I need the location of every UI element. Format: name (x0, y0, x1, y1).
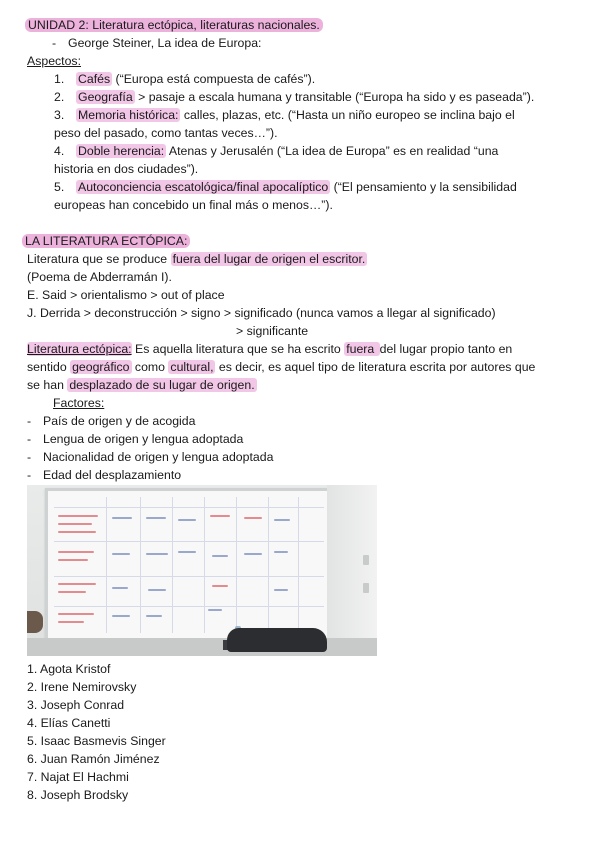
wall (327, 485, 377, 656)
whiteboard (45, 488, 333, 644)
aspect-item: 1. Cafés (“Europa está compuesta de cafés”). (54, 72, 316, 86)
aspect-item: 5. Autoconciencia escatológica/final apocalíptico (“El pensamiento y la sensibilidad (54, 180, 517, 194)
unit-title (25, 17, 323, 34)
author-item: 7. Najat El Hachmi (27, 770, 129, 784)
highlighted-phrase: fuera del lugar de origen el escritor. (172, 252, 366, 266)
section-title (22, 233, 190, 250)
factor-item: - Lengua de origen y lengua adoptada (27, 432, 244, 446)
author-item: 2. Irene Nemirovsky (27, 680, 137, 694)
bag (227, 628, 327, 652)
source-reference-text: George Steiner, La idea de Europa: (68, 36, 262, 50)
said-line: E. Said > orientalismo > out of place (27, 288, 225, 302)
author-item: 1. Agota Kristof (27, 662, 111, 676)
ectopic-definition: Literatura ectópica: Es aquella literatura que se ha escrito fuera del lugar propio tanto en (27, 342, 513, 356)
aspect-key: Geografía (78, 90, 133, 104)
aspect-item-continuation: europeas han concebido un final más o menos…”). (54, 198, 333, 212)
unit-title-text: UNIDAD 2: Literatura ectópica, literaturas nacionales. (25, 18, 323, 32)
factors-heading: Factores: (53, 396, 105, 410)
ectopic-definition: sentido geográfico como cultural, es decir, es aquel tipo de literatura escrita por autores que (27, 360, 536, 374)
aspect-item-continuation: historia en dos ciudades”). (54, 162, 199, 176)
author-item: 3. Joseph Conrad (27, 698, 125, 712)
derrida-line: J. Derrida > deconstrucción > signo > significado (nunca vamos a llegar al significado) (27, 306, 496, 320)
author-item: 6. Juan Ramón Jiménez (27, 752, 160, 766)
wall-socket (363, 555, 369, 565)
significante-line: > significante (236, 324, 309, 338)
aspect-key: Autoconciencia escatológica/final apocalíptico (78, 180, 329, 194)
aspect-key: Cafés (78, 72, 111, 86)
section-title-text: LA LITERATURA ECTÓPICA: (22, 234, 190, 248)
hand (27, 611, 43, 633)
whiteboard-photo (27, 485, 377, 656)
aspect-item: 2. Geografía > pasaje a escala humana y transitable (“Europa ha sido y es paseada”). (54, 90, 535, 104)
factor-item: - País de origen y de acogida (27, 414, 196, 428)
aspect-key: Doble herencia: (78, 144, 165, 158)
poem-reference: (Poema de Abderramán I). (27, 270, 172, 284)
author-item: 5. Isaac Basmevis Singer (27, 734, 166, 748)
author-item: 8. Joseph Brodsky (27, 788, 129, 802)
ectopic-definition: se han desplazado de su lugar de origen. (27, 378, 255, 392)
wall-socket (363, 583, 369, 593)
factor-item: - Nacionalidad de origen y lengua adoptada (27, 450, 274, 464)
factor-item: - Edad del desplazamiento (27, 468, 182, 482)
aspect-item-continuation: peso del pasado, como tantas veces…”). (54, 126, 278, 140)
aspect-key: Memoria histórica: (78, 108, 179, 122)
aspect-item: 3. Memoria histórica: calles, plazas, etc. (“Hasta un niño europeo se inclina bajo el (54, 108, 515, 122)
definition-term: Literatura ectópica: (27, 342, 132, 356)
author-item: 4. Elías Canetti (27, 716, 111, 730)
aspect-item: 4. Doble herencia: Atenas y Jerusalén (“La idea de Europa” es en realidad “una (54, 144, 499, 158)
definition-line: Literatura que se produce fuera del lugar de origen el escritor. (27, 252, 366, 266)
source-reference: - George Steiner, La idea de Europa: (52, 36, 262, 50)
aspects-heading: Aspectos: (27, 54, 81, 68)
